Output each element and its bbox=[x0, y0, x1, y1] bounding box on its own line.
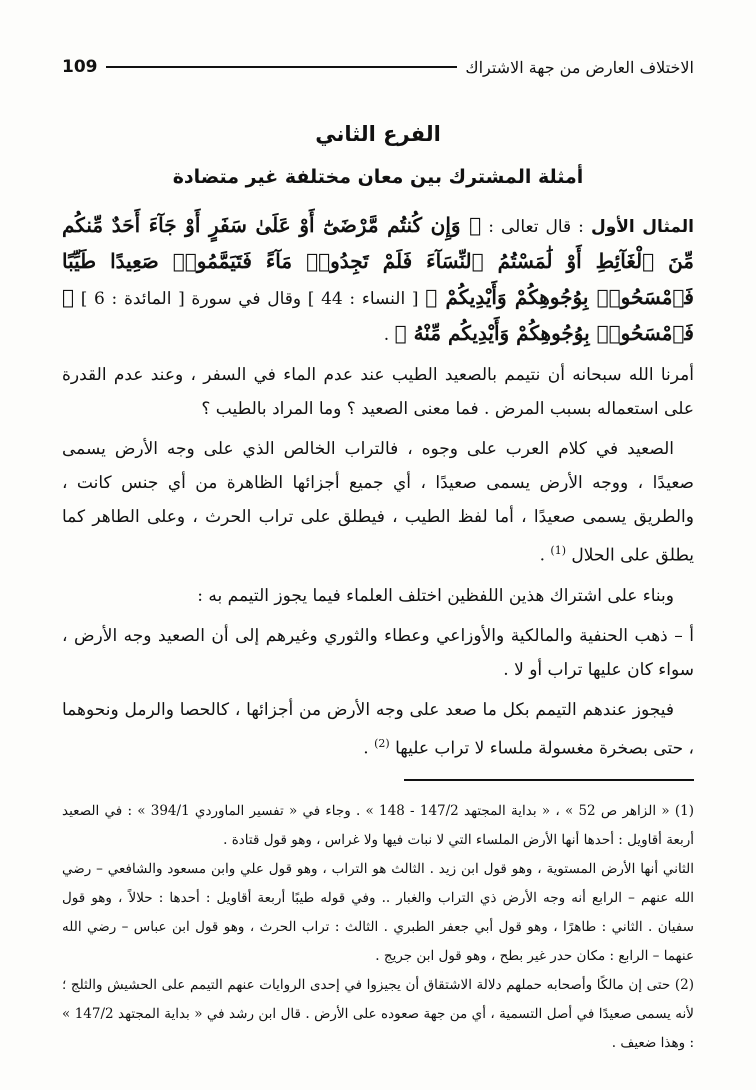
page-number: 109 bbox=[62, 57, 98, 77]
page-header bbox=[62, 50, 694, 84]
paragraph-2-text: الصعيد في كلام العرب على وجوه ، فالتراب الخالص الذي على وجه الأرض يسمى صعيدًا ، ووجه الأرض يسمى صعيدًا ، أي جميع أجزائها الظاهرة من أي جنس كانت ، والطريق يسمى صعيدًا ، أما لفظ الطيب ، فيطلق على تراب الحرث ، وعلى الطاهر كما يطلق على الحلال bbox=[62, 439, 694, 566]
paragraph-3: وبناء على اشتراك هذين اللفظين اختلف العلماء فيما يجوز التيمم به : bbox=[197, 585, 674, 606]
paragraph-2-end: . bbox=[539, 545, 545, 566]
footnote-1-part-1: (1) « الزاهر ص 52 » ، « بداية المجتهد 147/2 - 148 » . وجاء في « تفسير الماوردي 394/1 » : في الصعيد أربعة أقاويل : أحدها أنها الأرض الملساء التي لا نبات فيها ولا غراس ، وهو قول قتادة . bbox=[62, 803, 694, 849]
paragraph-5-end: . bbox=[363, 738, 369, 759]
footnote-separator bbox=[404, 779, 694, 781]
footnote-ref-1: (1) bbox=[550, 544, 566, 557]
section-subtitle: أمثلة المشترك بين معان مختلفة غير متضادة bbox=[172, 166, 584, 188]
quran-verse-2: ﴿ فَٱمْسَحُوا۟ بِوُجُوهِكُمْ وَأَيْدِيكُم مِّنْهُ ﴾ bbox=[62, 285, 694, 345]
verse-reference: [ النساء : 44 ] وقال في سورة [ المائدة : 6 ] bbox=[80, 289, 419, 309]
footnotes bbox=[62, 797, 694, 1058]
paragraph-5 bbox=[62, 693, 694, 766]
footnote-1-part-2: الثاني أنها الأرض المستوية ، وهو قول ابن زيد . الثالث هو التراب ، وهو قول علي وابن مسعود والشافعي – رضي الله عنهم – الرابع أنه وجه الأرض ذي التراب والغبار .. وفي قوله طيبًا أربعة أقاويل : أحدها : حلالاً ، وهو قول سفيان . الثاني : طاهرًا ، وهو قول أبي جعفر الطبري . الثالث : تراب الحرث ، وهو قول ابن عباس – رضي الله عنهما – الرابع : مكان حدر غير بطح ، وهو قول ابن جريج . bbox=[62, 861, 694, 965]
paragraph-4: أ – ذهب الحنفية والمالكية والأوزاعي وعطاء والثوري وغيرهم إلى أن الصعيد وجه الأرض ، سواء كان عليها تراب أو لا . bbox=[62, 625, 694, 680]
quran-verse-1: ﴿ وَإِن كُنتُم مَّرْضَىٰٓ أَوْ عَلَىٰ سَفَرٍ أَوْ جَآءَ أَحَدٌ مِّنكُم مِّنَ ٱلْغَآئِطِ أَوْ لَٰمَسْتُمُ ٱلنِّسَآءَ فَلَمْ تَجِدُوا۟ مَآءً فَتَيَمَّمُوا۟ صَعِيدًا طَيِّبًا فَٱمْسَحُوا۟ بِوُجُوهِكُمْ وَأَيْدِيكُمْ ﴾ bbox=[62, 213, 695, 309]
verse-end: . bbox=[383, 325, 390, 345]
paragraph-2 bbox=[62, 432, 694, 573]
example-paragraph bbox=[62, 208, 694, 352]
footnote-2: (2) حتى إن مالكًا وأصحابه حملهم دلالة الاشتقاق أن يجيزوا في إحدى الروايات عنهم التيمم على الحشيش والثلج ؛ لأنه يسمى صعيدًا في أصل التسمية ، أي من جهة صعوده على الأرض . قال ابن رشد في « بداية المجتهد 147/2 » : وهذا ضعيف . bbox=[62, 977, 694, 1052]
example-intro: : قال تعالى : bbox=[488, 217, 584, 237]
footnote-ref-2: (2) bbox=[374, 736, 390, 750]
section-title: الفرع الثاني bbox=[315, 122, 441, 146]
example-label: المثال الأول bbox=[590, 217, 694, 237]
running-title: الاختلاف العارض من جهة الاشتراك bbox=[465, 57, 694, 77]
paragraph-5-text: فيجوز عندهم التيمم بكل ما صعد على وجه الأرض من أجزائها ، كالحصا والرمل ونحوهما ، حتى بصخرة مغسولة ملساء لا تراب عليها bbox=[62, 699, 694, 759]
header-rule bbox=[106, 66, 458, 68]
paragraph-1: أمرنا الله سبحانه أن نتيمم بالصعيد الطيب عند عدم الماء في السفر ، وعند عدم القدرة على استعماله بسبب المرض . فما معنى الصعيد ؟ وما المراد بالطيب ؟ bbox=[62, 365, 694, 419]
